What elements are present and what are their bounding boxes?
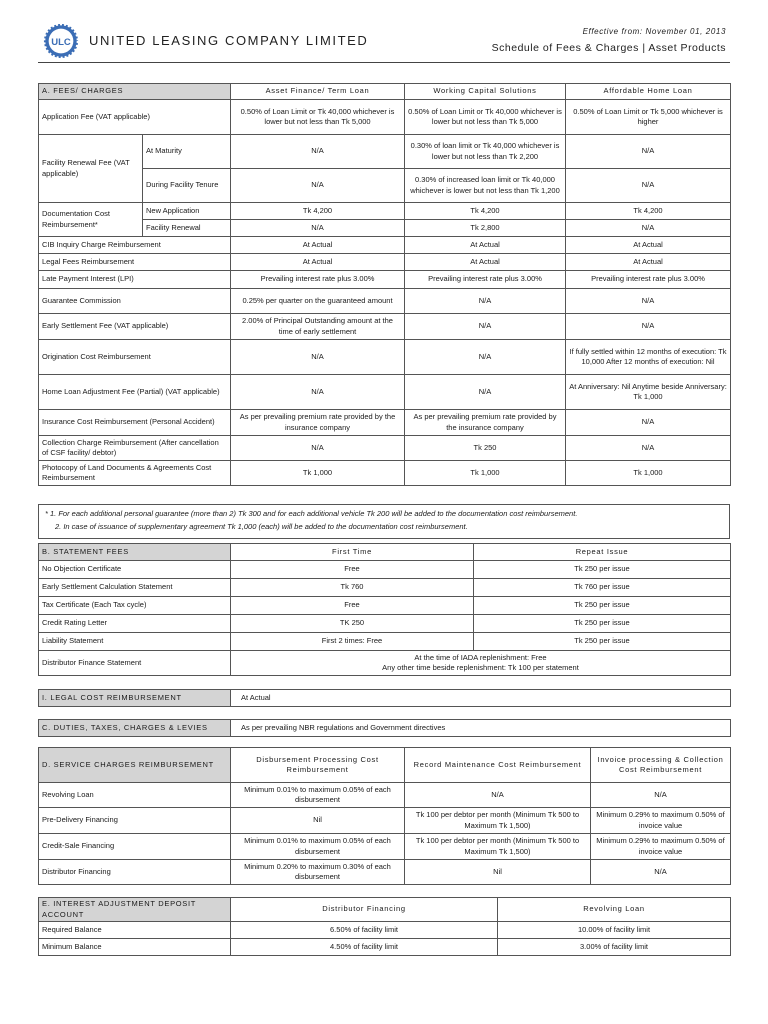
cell-value: At Actual <box>231 237 405 254</box>
column-header: Revolving Loan <box>498 898 731 922</box>
column-header: First Time <box>231 544 474 561</box>
table-header-row <box>39 748 731 783</box>
table-row <box>39 579 731 597</box>
cell-value: At Actual <box>231 690 731 707</box>
legal-cost-table <box>38 689 731 707</box>
table-row <box>39 922 731 939</box>
table-row <box>39 254 731 271</box>
distributor-line-1: At the time of IADA replenishment: Free <box>414 652 547 662</box>
cell-value: N/A <box>566 314 731 340</box>
row-label: Tax Certificate (Each Tax cycle) <box>39 597 231 615</box>
column-header: Working Capital Solutions <box>405 84 566 100</box>
row-label: Application Fee (VAT applicable) <box>39 100 231 135</box>
cell-value: 3.00% of facility limit <box>498 939 731 956</box>
cell-value: 0.50% of Loan Limit or Tk 40,000 whichever is lower but not less than Tk 5,000 <box>231 100 405 135</box>
table-header-row <box>39 84 731 100</box>
cell-value: Tk 100 per debtor per month (Minimum Tk 500 to Maximum Tk 1,500) <box>405 834 591 860</box>
cell-value: 0.50% of Loan Limit or Tk 5,000 whichever is higher <box>566 100 731 135</box>
column-header: Record Maintenance Cost Reimbursement <box>405 748 591 783</box>
table-row <box>39 340 731 375</box>
cell-value: TK 250 <box>231 615 474 633</box>
row-label: Minimum Balance <box>39 939 231 956</box>
row-label: Collection Charge Reimbursement (After cancellation of CSF facility/ debtor) <box>39 436 231 461</box>
section-d-title: D. SERVICE CHARGES REIMBURSEMENT <box>39 748 231 783</box>
cell-value: Tk 2,800 <box>405 220 566 237</box>
cell-value: Tk 250 per issue <box>474 633 731 651</box>
row-label: Home Loan Adjustment Fee (Partial) (VAT applicable) <box>39 375 231 410</box>
table-row <box>39 808 731 834</box>
cell-value: Free <box>231 561 474 579</box>
cell-value: First 2 times: Free <box>231 633 474 651</box>
table-row <box>39 720 731 737</box>
table-row <box>39 633 731 651</box>
row-label: Liability Statement <box>39 633 231 651</box>
company-name: UNITED LEASING COMPANY LIMITED <box>89 33 369 48</box>
cell-value: 4.50% of facility limit <box>231 939 498 956</box>
svg-text:ULC: ULC <box>51 36 71 48</box>
cell-value: Minimum 0.01% to maximum 0.05% of each disbursement <box>231 834 405 860</box>
column-header: Affordable Home Loan <box>566 84 731 100</box>
document-subtitle: Schedule of Fees & Charges | Asset Products <box>491 42 726 54</box>
row-label: Early Settlement Fee (VAT applicable) <box>39 314 231 340</box>
table-row <box>39 375 731 410</box>
cell-value: N/A <box>566 436 731 461</box>
row-label: Late Payment Interest (LPI) <box>39 271 231 289</box>
footnote-2: 2. In case of issuance of supplementary agreement Tk 1,000 (each) will be added to the documentation cost reimbursement. <box>55 522 468 531</box>
duties-table <box>38 719 731 737</box>
table-row <box>39 220 731 237</box>
cell-value: N/A <box>405 314 566 340</box>
cell-value: Prevailing interest rate plus 3.00% <box>566 271 731 289</box>
cell-value: N/A <box>231 340 405 375</box>
cell-value <box>231 651 731 676</box>
cell-value: N/A <box>231 220 405 237</box>
table-row <box>39 615 731 633</box>
footnotes <box>38 504 730 539</box>
cell-value: Tk 4,200 <box>231 203 405 220</box>
row-label: Documentation Cost Reimbursement* <box>39 203 143 237</box>
cell-value: Tk 4,200 <box>566 203 731 220</box>
cell-value: At Actual <box>405 237 566 254</box>
cell-value: N/A <box>591 860 731 885</box>
row-label: No Objection Certificate <box>39 561 231 579</box>
cell-value: N/A <box>405 375 566 410</box>
cell-value: Minimum 0.29% to maximum 0.50% of invoice value <box>591 808 731 834</box>
cell-value: Tk 760 <box>231 579 474 597</box>
statement-fees-table <box>38 543 731 676</box>
cell-value: Minimum 0.20% to maximum 0.30% of each disbursement <box>231 860 405 885</box>
row-label: Legal Fees Reimbursement <box>39 254 231 271</box>
row-label: Early Settlement Calculation Statement <box>39 579 231 597</box>
cell-value: Tk 250 per issue <box>474 615 731 633</box>
cell-value: 0.50% of Loan Limit or Tk 40,000 whichever is lower but not less than Tk 5,000 <box>405 100 566 135</box>
column-header: Distributor Financing <box>231 898 498 922</box>
table-row <box>39 169 731 203</box>
row-label: Photocopy of Land Documents & Agreements Cost Reimbursement <box>39 461 231 486</box>
cell-value: Nil <box>231 808 405 834</box>
column-header: Asset Finance/ Term Loan <box>231 84 405 100</box>
cell-value: Nil <box>405 860 591 885</box>
cell-value: Minimum 0.01% to maximum 0.05% of each disbursement <box>231 783 405 808</box>
table-row <box>39 289 731 314</box>
sub-row-label: During Facility Tenure <box>143 169 231 203</box>
cell-value: N/A <box>231 436 405 461</box>
row-label: Pre-Delivery Financing <box>39 808 231 834</box>
row-label: Origination Cost Reimbursement <box>39 340 231 375</box>
column-header: Disbursement Processing Cost Reimbursement <box>231 748 405 783</box>
table-header-row <box>39 898 731 922</box>
section-a-title: A. FEES/ CHARGES <box>39 84 231 100</box>
table-row <box>39 834 731 860</box>
row-label: Required Balance <box>39 922 231 939</box>
cell-value: 0.25% per quarter on the guaranteed amount <box>231 289 405 314</box>
cell-value: N/A <box>231 135 405 169</box>
cell-value: Free <box>231 597 474 615</box>
table-row <box>39 561 731 579</box>
cell-value: Tk 4,200 <box>405 203 566 220</box>
table-row <box>39 314 731 340</box>
row-label: Credit-Sale Financing <box>39 834 231 860</box>
cell-value: N/A <box>405 289 566 314</box>
cell-value: At Actual <box>566 254 731 271</box>
table-row <box>39 860 731 885</box>
sub-row-label: Facility Renewal <box>143 220 231 237</box>
row-label: Credit Rating Letter <box>39 615 231 633</box>
sub-row-label: At Maturity <box>143 135 231 169</box>
cell-value: Tk 1,000 <box>231 461 405 486</box>
effective-date: Effective from: November 01, 2013 <box>582 27 726 36</box>
cell-value: Prevailing interest rate plus 3.00% <box>231 271 405 289</box>
cell-value: N/A <box>566 135 731 169</box>
distributor-line-2: Any other time beside replenishment: Tk 100 per statement <box>382 663 579 672</box>
cell-value: Tk 1,000 <box>405 461 566 486</box>
column-header: Repeat Issue <box>474 544 731 561</box>
cell-value: 2.00% of Principal Outstanding amount at the time of early settlement <box>231 314 405 340</box>
cell-value: N/A <box>405 783 591 808</box>
table-row <box>39 651 731 676</box>
row-label: Guarantee Commission <box>39 289 231 314</box>
footnote-1: * 1. For each additional personal guarantee (more than 2) Tk 300 and for each additional vehicle Tk 200 will be added to the documentation cost reimbursement. <box>45 509 578 518</box>
legal-title: I. LEGAL COST REIMBURSEMENT <box>39 690 231 707</box>
row-label: Facility Renewal Fee (VAT applicable) <box>39 135 143 203</box>
cell-value: As per prevailing NBR regulations and Government directives <box>231 720 731 737</box>
row-label: Distributor Finance Statement <box>39 651 231 676</box>
cell-value: N/A <box>405 340 566 375</box>
cell-value: 0.30% of loan limit or Tk 40,000 whichever is lower but not less than Tk 2,200 <box>405 135 566 169</box>
service-charges-table <box>38 747 731 885</box>
row-label: Distributor Financing <box>39 860 231 885</box>
table-header-row <box>39 544 731 561</box>
header-divider <box>38 62 730 63</box>
table-row <box>39 690 731 707</box>
cell-value: N/A <box>566 169 731 203</box>
table-row <box>39 461 731 486</box>
cell-value: N/A <box>566 289 731 314</box>
row-label: Insurance Cost Reimbursement (Personal Accident) <box>39 410 231 436</box>
cell-value: As per prevailing premium rate provided by the insurance company <box>231 410 405 436</box>
table-row <box>39 203 731 220</box>
row-label: Revolving Loan <box>39 783 231 808</box>
cell-value: N/A <box>566 410 731 436</box>
column-header: Invoice processing & Collection Cost Reimbursement <box>591 748 731 783</box>
table-row <box>39 436 731 461</box>
cell-value: Tk 760 per issue <box>474 579 731 597</box>
page-header <box>0 0 768 80</box>
cell-value: Tk 250 per issue <box>474 597 731 615</box>
duties-title: C. DUTIES, TAXES, CHARGES & LEVIES <box>39 720 231 737</box>
cell-value: As per prevailing premium rate provided by the insurance company <box>405 410 566 436</box>
interest-adjustment-table <box>38 897 731 956</box>
table-row <box>39 939 731 956</box>
table-row <box>39 783 731 808</box>
cell-value: 10.00% of facility limit <box>498 922 731 939</box>
table-row <box>39 271 731 289</box>
cell-value: At Actual <box>405 254 566 271</box>
row-label: CIB Inquiry Charge Reimbursement <box>39 237 231 254</box>
cell-value: At Actual <box>566 237 731 254</box>
sub-row-label: New Application <box>143 203 231 220</box>
cell-value: Tk 250 per issue <box>474 561 731 579</box>
cell-value: At Anniversary: Nil Anytime beside Anniversary: Tk 1,000 <box>566 375 731 410</box>
cell-value: If fully settled within 12 months of execution: Tk 10,000 After 12 months of execution: Nil <box>566 340 731 375</box>
section-b-title: B. STATEMENT FEES <box>39 544 231 561</box>
cell-value: N/A <box>231 375 405 410</box>
table-row <box>39 135 731 169</box>
cell-value: N/A <box>566 220 731 237</box>
cell-value: At Actual <box>231 254 405 271</box>
table-row <box>39 237 731 254</box>
cell-value: N/A <box>231 169 405 203</box>
cell-value: N/A <box>591 783 731 808</box>
cell-value: Prevailing interest rate plus 3.00% <box>405 271 566 289</box>
table-row <box>39 597 731 615</box>
table-row <box>39 410 731 436</box>
cell-value: Minimum 0.29% to maximum 0.50% of invoice value <box>591 834 731 860</box>
cell-value: 0.30% of increased loan limit or Tk 40,000 whichever is lower but not less than Tk 1,200 <box>405 169 566 203</box>
company-logo <box>42 22 80 60</box>
cell-value: Tk 250 <box>405 436 566 461</box>
cell-value: Tk 1,000 <box>566 461 731 486</box>
fees-charges-table <box>38 83 731 486</box>
section-e-title: E. INTEREST ADJUSTMENT DEPOSIT ACCOUNT <box>39 898 231 922</box>
table-row <box>39 100 731 135</box>
cell-value: Tk 100 per debtor per month (Minimum Tk 500 to Maximum Tk 1,500) <box>405 808 591 834</box>
cell-value: 6.50% of facility limit <box>231 922 498 939</box>
